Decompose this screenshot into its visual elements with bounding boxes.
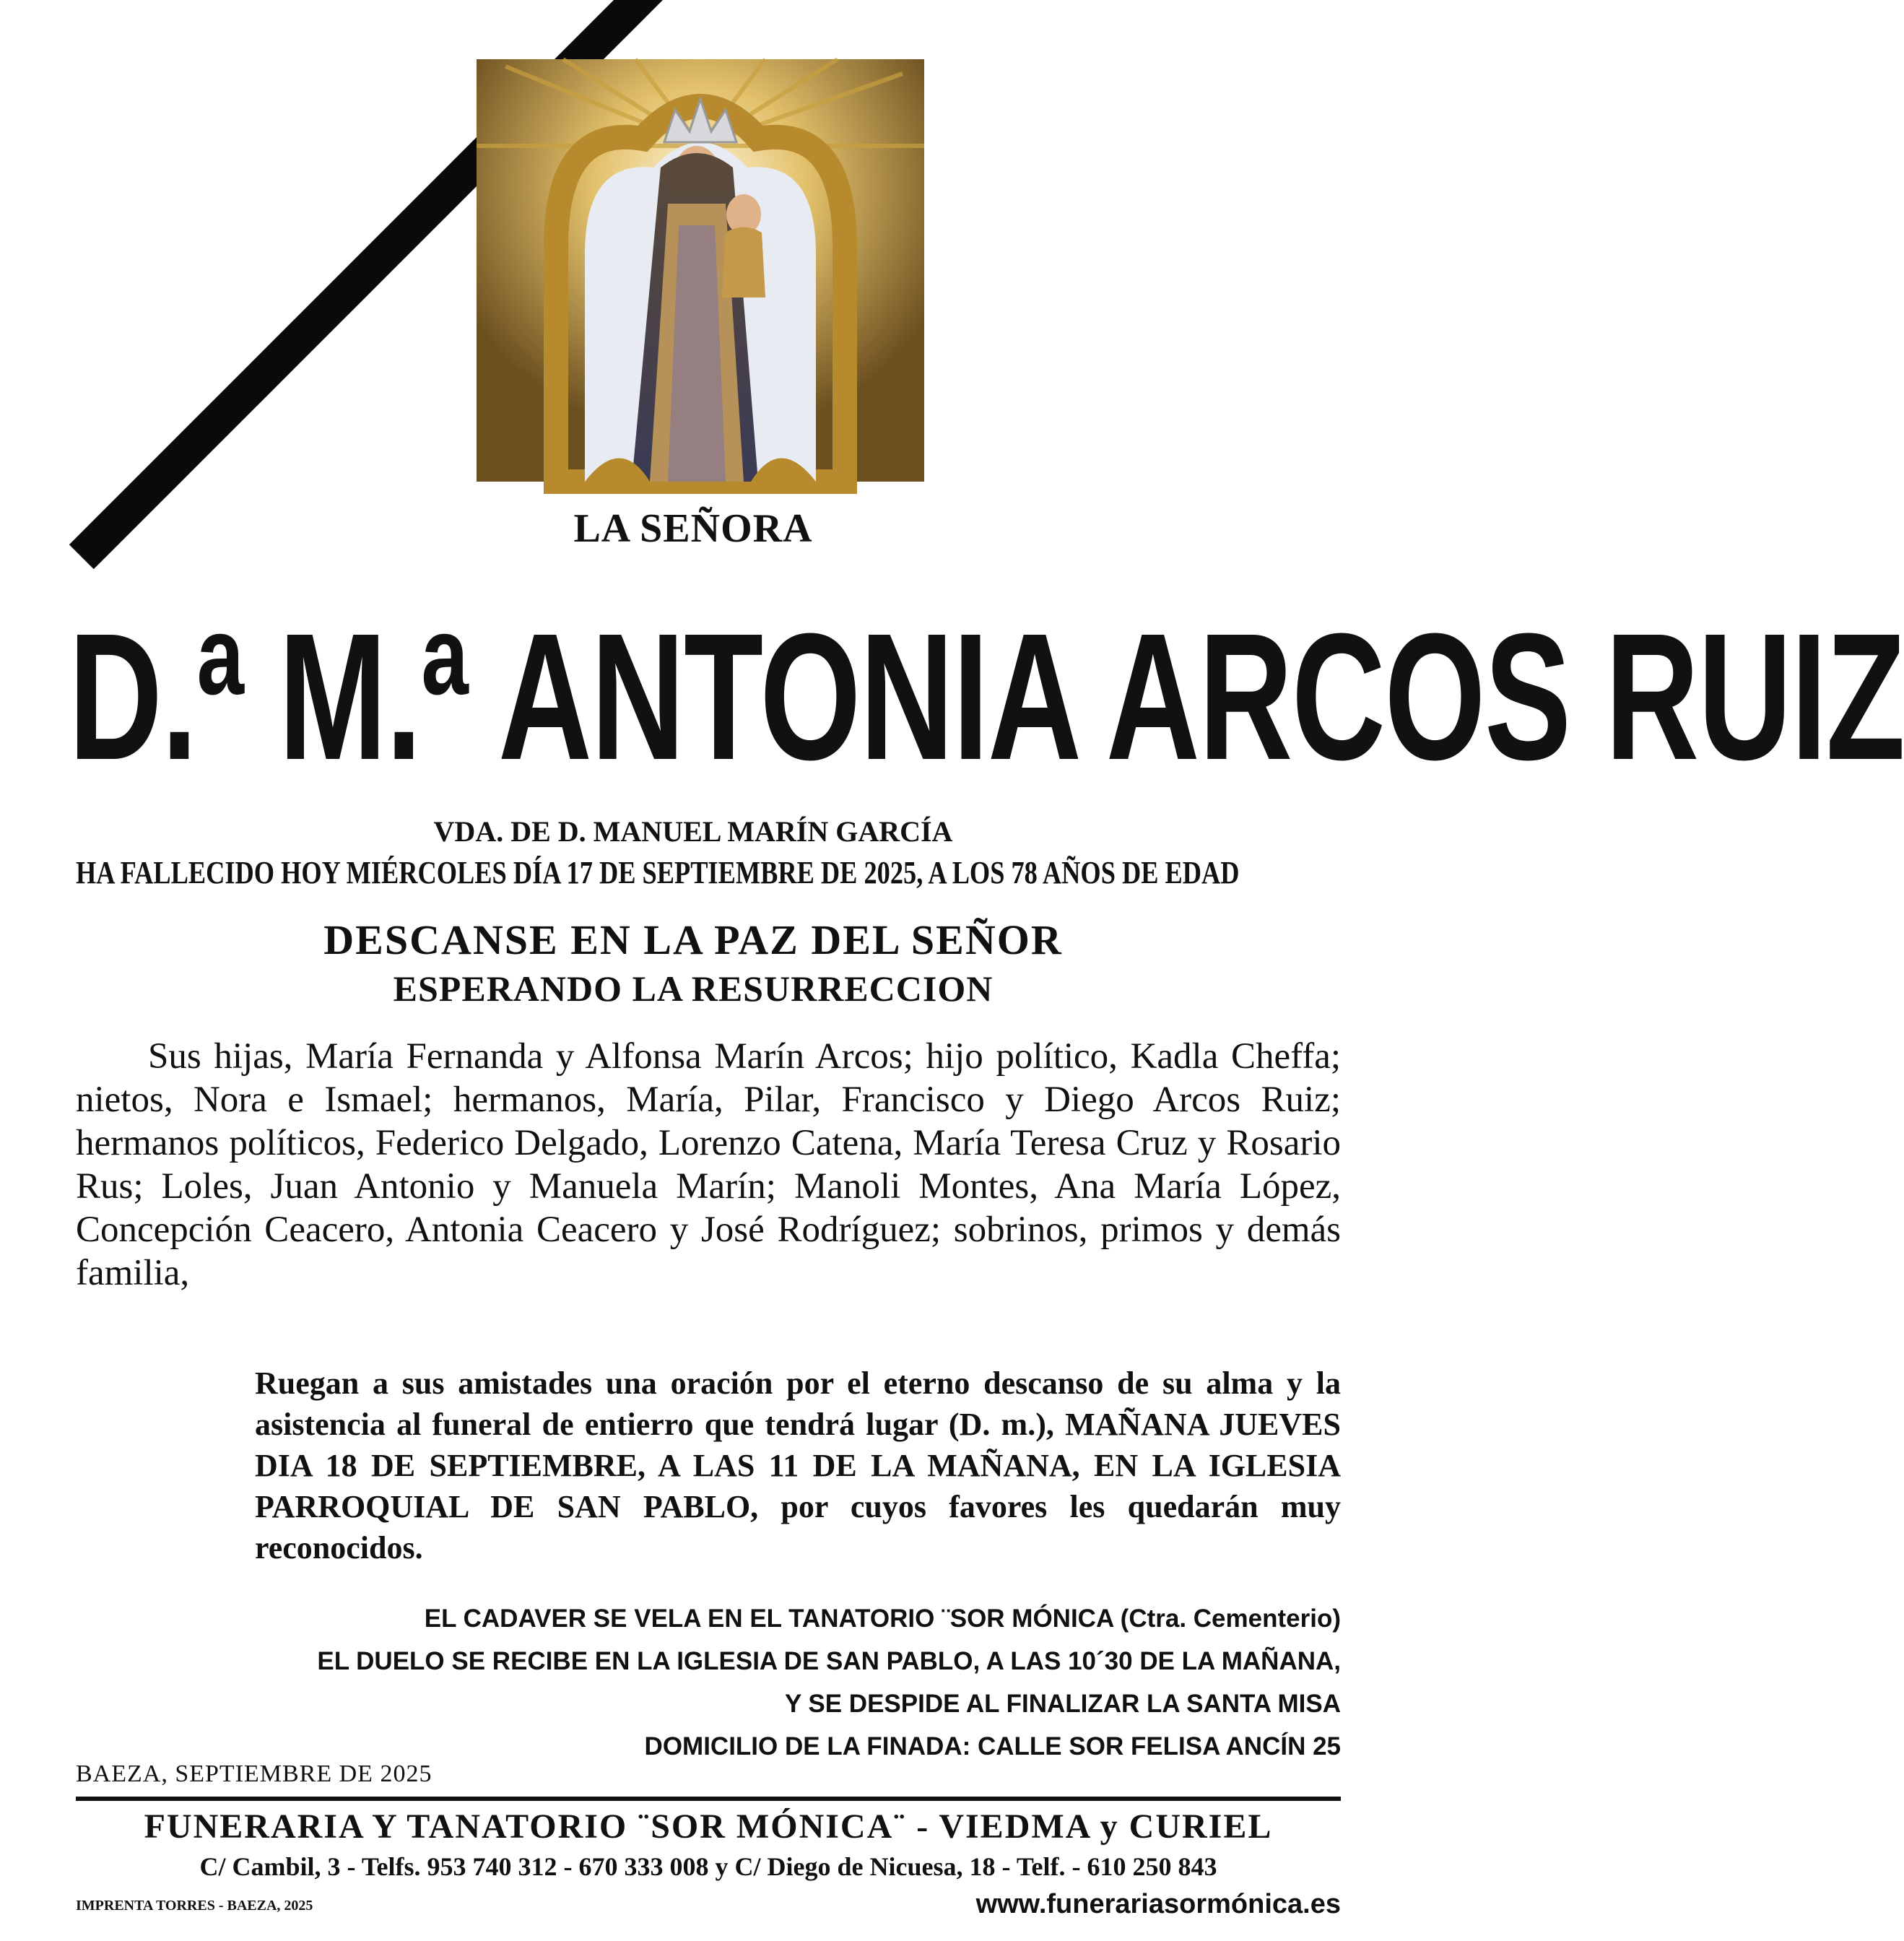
- home-address-line: DOMICILIO DE LA FINADA: CALLE SOR FELISA ANCÍN 25: [644, 1732, 1341, 1760]
- wake-line: EL CADAVER SE VELA EN EL TANATORIO ¨SOR MÓNICA (Ctra. Cementerio): [424, 1605, 1341, 1633]
- widow-line: VDA. DE D. MANUEL MARÍN GARCÍA: [433, 815, 953, 848]
- honorific: LA SEÑORA: [573, 506, 813, 551]
- website-link[interactable]: www.funerariasormónica.es: [975, 1889, 1341, 1919]
- funeral-paragraph: Ruegan a sus amistades una oración por el eterno descanso de su alma y la asistencia al funeral de entierro que tendrá lugar (D. m.), MAÑANA JUEVES DIA 18 DE SEPTIEMBRE, A LAS 11 DE LA MAÑANA, EN LA IGLESIA PARROQUIAL DE SAN PABLO, por cuyos favores les quedarán muy reconocidos.: [255, 1365, 1341, 1566]
- death-announcement: HA FALLECIDO HOY MIÉRCOLES DÍA 17 DE SEPTIEMBRE DE 2025, A LOS 78 AÑOS DE EDAD: [76, 855, 1240, 890]
- condolences-line: EL DUELO SE RECIBE EN LA IGLESIA DE SAN PABLO, A LAS 10´30 DE LA MAÑANA,: [317, 1647, 1341, 1675]
- footer-divider: [76, 1797, 1341, 1801]
- wake-information: [113, 1597, 1341, 1768]
- virgin-and-child-icon: [477, 59, 924, 482]
- printer-credit: IMPRENTA TORRES - BAEZA, 2025: [76, 1898, 313, 1914]
- place-date: BAEZA, SEPTIEMBRE DE 2025: [76, 1760, 432, 1787]
- deceased-name: D.ª M.ª ANTONIA ARCOS RUIZ: [69, 596, 1904, 797]
- resurrection-line: ESPERANDO LA RESURRECCION: [393, 968, 994, 1009]
- rest-in-peace-line: DESCANSE EN LA PAZ DEL SEÑOR: [323, 916, 1063, 963]
- company-name: FUNERARIA Y TANATORIO ¨SOR MÓNICA¨ - VIEDMA y CURIEL: [144, 1807, 1273, 1846]
- farewell-line: Y SE DESPIDE AL FINALIZAR LA SANTA MISA: [784, 1690, 1341, 1718]
- company-contact: C/ Cambil, 3 - Telfs. 953 740 312 - 670 333 008 y C/ Diego de Nicuesa, 18 - Telf. - 610 250 843: [199, 1852, 1217, 1881]
- family-paragraph: Sus hijas, María Fernanda y Alfonsa Marín Arcos; hijo político, Kadla Cheffa; nietos, Nora e Ismael; hermanos, María, Pilar, Francisco y Diego Arcos Ruiz; hermanos políticos, Federico Delgado, Lorenzo Catena, María Teresa Cruz y Rosario Rus; Loles, Juan Antonio y Manuela Marín; Manoli Montes, Ana María López, Concepción Ceacero, Antonia Ceacero y José Rodríguez; sobrinos, primos y demás familia,: [76, 1036, 1341, 1293]
